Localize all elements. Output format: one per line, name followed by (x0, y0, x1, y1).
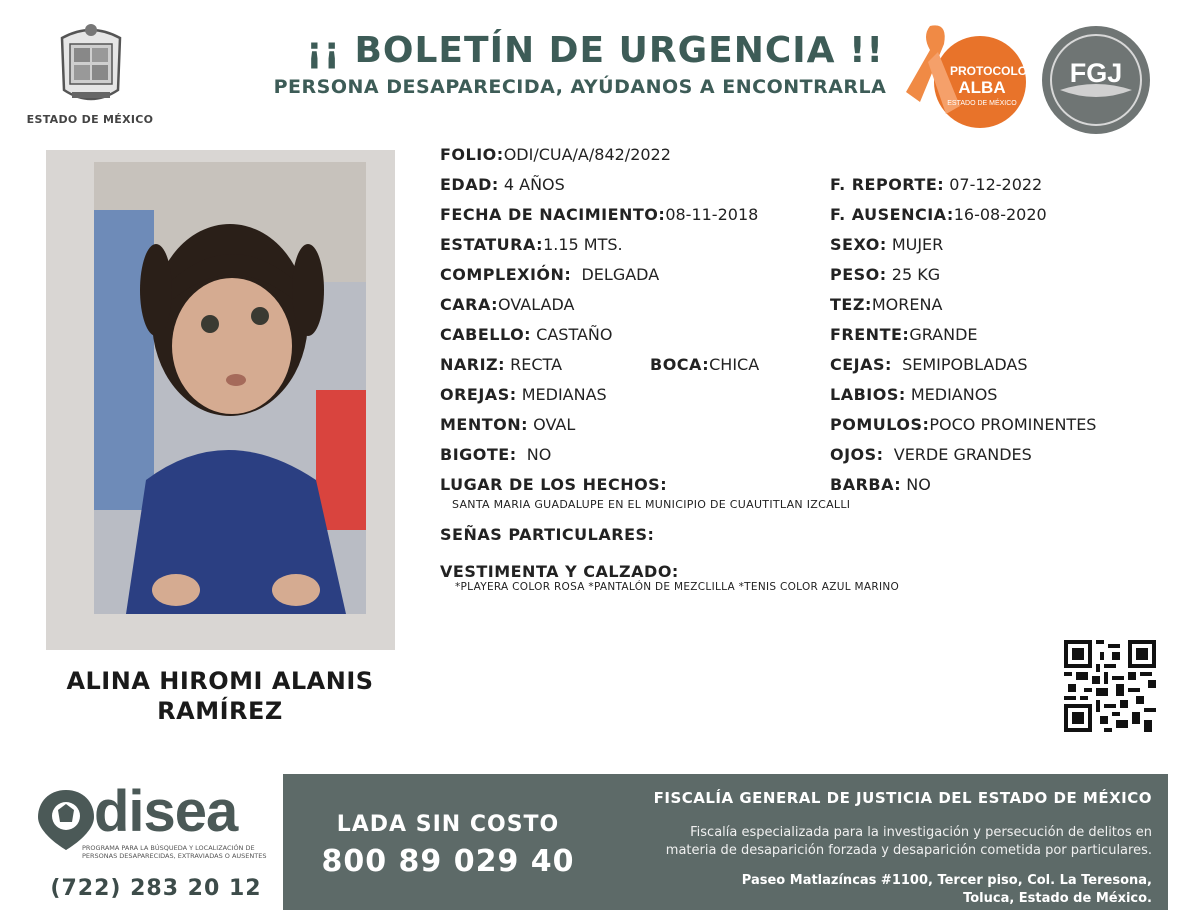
field-f-reporte (830, 175, 1042, 194)
field-senas (440, 525, 654, 544)
field-pomulos (830, 415, 1096, 434)
field-ojos (830, 445, 1032, 464)
protocolo-alba-logo (900, 22, 1032, 134)
field-label: CARA: (440, 295, 499, 314)
field-label: ESTATURA: (440, 235, 544, 254)
fgj-seal-icon (1040, 24, 1152, 136)
field-label: LUGAR DE LOS HECHOS: (440, 475, 668, 494)
field-value: VERDE GRANDES (893, 445, 1032, 464)
fiscalia-title: FISCALÍA GENERAL DE JUSTICIA DEL ESTADO DE MÉXICO (653, 789, 1152, 807)
field-value: SEMIPOBLADAS (902, 355, 1028, 374)
field-cejas (830, 355, 1027, 374)
fgj-logo-text: FGJ (1069, 58, 1123, 88)
field-frente (830, 325, 978, 344)
field-label: LABIOS: (830, 385, 906, 404)
field-value: DELGADA (581, 265, 660, 284)
person-name (30, 666, 410, 726)
field-nacimiento (440, 205, 758, 224)
field-tez (830, 295, 942, 314)
alba-line3: ESTADO DE MÉXICO (947, 100, 1017, 107)
fiscalia-desc-line1: Fiscalía especializada para la investigación y persecución de delitos en (690, 825, 1152, 840)
field-cara (440, 295, 574, 314)
field-value: 4 AÑOS (503, 175, 565, 194)
field-value: NO (906, 475, 931, 494)
address-line2: Toluca, Estado de México. (963, 891, 1152, 906)
field-value: CASTAÑO (536, 325, 613, 344)
field-estatura (440, 235, 623, 254)
field-value: GRANDE (909, 325, 978, 344)
field-edad (440, 175, 565, 194)
field-value: POCO PROMINENTES (929, 415, 1097, 434)
field-label: CABELLO: (440, 325, 532, 344)
field-label: MENTON: (440, 415, 529, 434)
field-boca (650, 355, 759, 374)
odisea-wordmark: disea (94, 779, 238, 844)
field-value: RECTA (510, 355, 563, 374)
fiscalia-description (600, 824, 1152, 860)
odisea-logo (36, 779, 276, 878)
field-menton (440, 415, 575, 434)
field-value: 07-12-2022 (949, 175, 1043, 194)
field-value: ODI/CUA/A/842/2022 (503, 145, 671, 164)
coat-of-arms-icon (52, 20, 130, 110)
field-value: MEDIANAS (521, 385, 607, 404)
field-orejas (440, 385, 607, 404)
field-bigote (440, 445, 551, 464)
field-label: FOLIO: (440, 145, 504, 164)
lada-label: LADA SIN COSTO (336, 812, 560, 837)
bulletin-subtitle: PERSONA DESAPARECIDA, AYÚDANOS A ENCONTRARLA (273, 76, 887, 98)
field-value: 1.15 MTS. (543, 235, 623, 254)
field-label: F. REPORTE: (830, 175, 945, 194)
field-lugar-value: SANTA MARIA GUADALUPE EN EL MUNICIPIO DE CUAUTITLAN IZCALLI (452, 498, 851, 511)
odisea-pin-icon (36, 788, 96, 852)
field-label: CEJAS: (830, 355, 892, 374)
field-label: PESO: (830, 265, 887, 284)
field-value: OVAL (533, 415, 576, 434)
field-label: POMULOS: (830, 415, 930, 434)
estado-label: ESTADO DE MÉXICO (26, 113, 154, 126)
name-line2: RAMÍREZ (157, 697, 283, 725)
field-label: BIGOTE: (440, 445, 517, 464)
field-label: EDAD: (440, 175, 499, 194)
field-barba (830, 475, 931, 494)
field-label: BOCA: (650, 355, 710, 374)
alba-line1: PROTOCOLO (950, 64, 1028, 78)
odisea-caption: PROGRAMA PARA LA BÚSQUEDA Y LOCALIZACIÓN DE PERSONAS DESAPARECIDAS, EXTRAVIADAS O AUSENTES (82, 844, 267, 860)
field-value: MUJER (891, 235, 944, 254)
field-peso (830, 265, 940, 284)
field-label: TEZ: (830, 295, 872, 314)
field-nariz (440, 355, 562, 374)
field-f-ausencia (830, 205, 1047, 224)
field-value: MORENA (871, 295, 943, 314)
field-lugar-label (440, 475, 667, 494)
field-label: OREJAS: (440, 385, 517, 404)
field-sexo (830, 235, 943, 254)
field-label: COMPLEXIÓN: (440, 265, 572, 284)
missing-person-photo (46, 150, 395, 650)
field-value: 25 KG (891, 265, 941, 284)
odisea-phone[interactable]: (722) 283 20 12 (50, 876, 262, 901)
field-label: FECHA DE NACIMIENTO: (440, 205, 666, 224)
bulletin-title: ¡¡ BOLETÍN DE URGENCIA !! (306, 30, 884, 71)
field-label: NARIZ: (440, 355, 506, 374)
fiscalia-address (600, 872, 1152, 908)
field-label: FRENTE: (830, 325, 910, 344)
lada-number[interactable]: 800 89 029 40 (321, 844, 575, 879)
field-label: F. AUSENCIA: (830, 205, 954, 224)
field-complexion (440, 265, 659, 284)
field-value: CHICA (709, 355, 760, 374)
field-label: BARBA: (830, 475, 902, 494)
field-folio (440, 145, 671, 164)
field-label: SEXO: (830, 235, 887, 254)
field-value: OVALADA (498, 295, 575, 314)
field-value: 08-11-2018 (665, 205, 759, 224)
field-labios (830, 385, 997, 404)
name-line1: ALINA HIROMI ALANIS (66, 667, 374, 695)
field-label: OJOS: (830, 445, 884, 464)
field-value: 16-08-2020 (953, 205, 1047, 224)
field-value: NO (526, 445, 552, 464)
field-value: MEDIANOS (910, 385, 998, 404)
field-label: VESTIMENTA Y CALZADO: (440, 562, 679, 581)
field-label: SEÑAS PARTICULARES: (440, 525, 655, 544)
qr-code-icon[interactable] (1064, 640, 1156, 732)
field-cabello (440, 325, 612, 344)
address-line1: Paseo Matlazíncas #1100, Tercer piso, Col. La Teresona, (741, 873, 1152, 888)
alba-line2: ALBA (958, 78, 1006, 97)
field-vestimenta-label (440, 562, 679, 581)
fiscalia-desc-line2: materia de desaparición forzada y desaparición cometida por particulares. (665, 843, 1152, 858)
field-vestimenta-value: *PLAYERA COLOR ROSA *PANTALÓN DE MEZCLILLA *TENIS COLOR AZUL MARINO (455, 581, 900, 593)
